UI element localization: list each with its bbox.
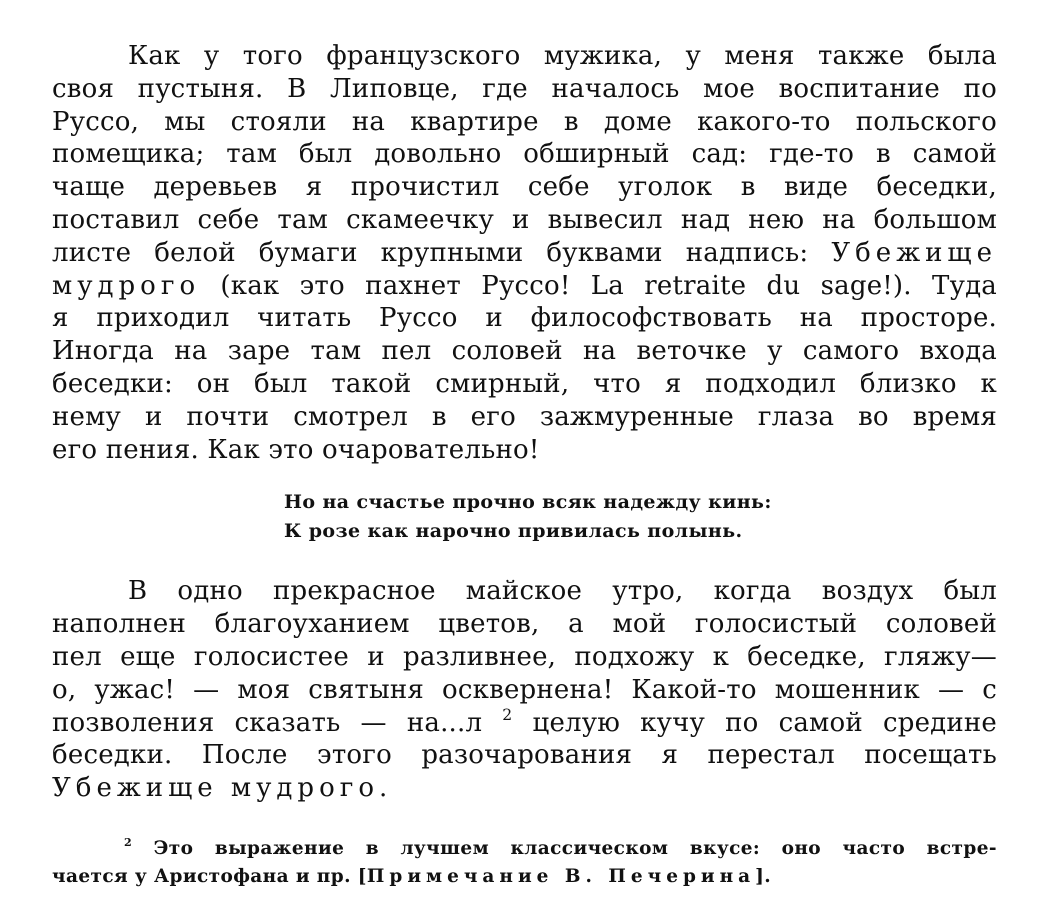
text-line xyxy=(52,707,997,740)
text-line: я приходил читать Руссо и философствовать на просторе. xyxy=(52,303,997,334)
text-segment: ]. xyxy=(755,865,772,887)
spaced-emphasis: Убежище мудрого. xyxy=(52,773,393,804)
text-line: своя пустыня. В Липовце, где началось мое воспитание по xyxy=(52,73,997,104)
text-segment: (как это пахнет Руссо! La retraite du sage!). Туда xyxy=(220,270,997,301)
footnote-line xyxy=(52,863,997,891)
footnote-reference: 2 xyxy=(502,705,513,724)
text-line: наполнен благоуханием цветов, а мой голосистый соловей xyxy=(52,609,997,640)
text-line: пел еще голосистее и разливнее, подхожу к беседке, гляжу— xyxy=(52,641,997,672)
footnote xyxy=(52,835,997,891)
text-line: о, ужас! — моя святыня осквернена! Какой-то мошенник — с xyxy=(52,674,997,705)
verse-epigraph xyxy=(52,488,997,546)
spaced-emphasis: мудрого xyxy=(52,270,201,301)
text-line: беседки: он был такой смирный, что я подходил близко к xyxy=(52,368,997,399)
text-line: Руссо, мы стояли на квартире в доме какого-то польского xyxy=(52,106,997,137)
text-line: помещика; там был довольно обширный сад: где-то в самой xyxy=(52,139,997,170)
text-segment: чается у Аристофана и пр. [ xyxy=(52,865,367,887)
text-line: Иногда на заре там пел соловей на веточке у самого входа xyxy=(52,336,997,367)
text-segment: позволения сказать — на...л xyxy=(52,707,483,738)
text-segment: Это выражение в лучшем классическом вкусе: оно часто встре- xyxy=(153,837,998,859)
verse-line: Но на счастье прочно всяк надежду кинь: xyxy=(284,491,772,514)
text-line: нему и почти смотрел в его зажмуренные глаза во время xyxy=(52,401,997,432)
text-line xyxy=(52,237,997,270)
footnote-marker: 2 xyxy=(124,836,133,850)
text-segment: листе белой бумаги крупными буквами надпись: xyxy=(52,237,809,268)
text-line: чаще деревьев я прочистил себе уголок в виде беседки, xyxy=(52,172,997,203)
text-line: его пения. Как это очаровательно! xyxy=(52,434,540,465)
spaced-emphasis: Убежище xyxy=(831,237,997,268)
document-page xyxy=(52,40,997,891)
footnote-line xyxy=(52,835,997,863)
text-line: В одно прекрасное майское утро, когда воздух был xyxy=(128,576,997,607)
paragraph-1 xyxy=(52,40,997,466)
text-line xyxy=(52,270,997,303)
text-segment: целую кучу по самой средине xyxy=(532,707,998,738)
paragraph-2 xyxy=(52,575,997,805)
verse-line: К розе как нарочно привилась полынь. xyxy=(284,520,743,543)
text-line: поставил себе там скамеечку и вывесил над нею на большом xyxy=(52,204,997,235)
text-line: Как у того французского мужика, у меня также была xyxy=(128,41,997,71)
spaced-emphasis: Примечание В. Печерина xyxy=(366,865,756,887)
text-line: беседки. После этого разочарования я перестал посещать xyxy=(52,740,997,771)
